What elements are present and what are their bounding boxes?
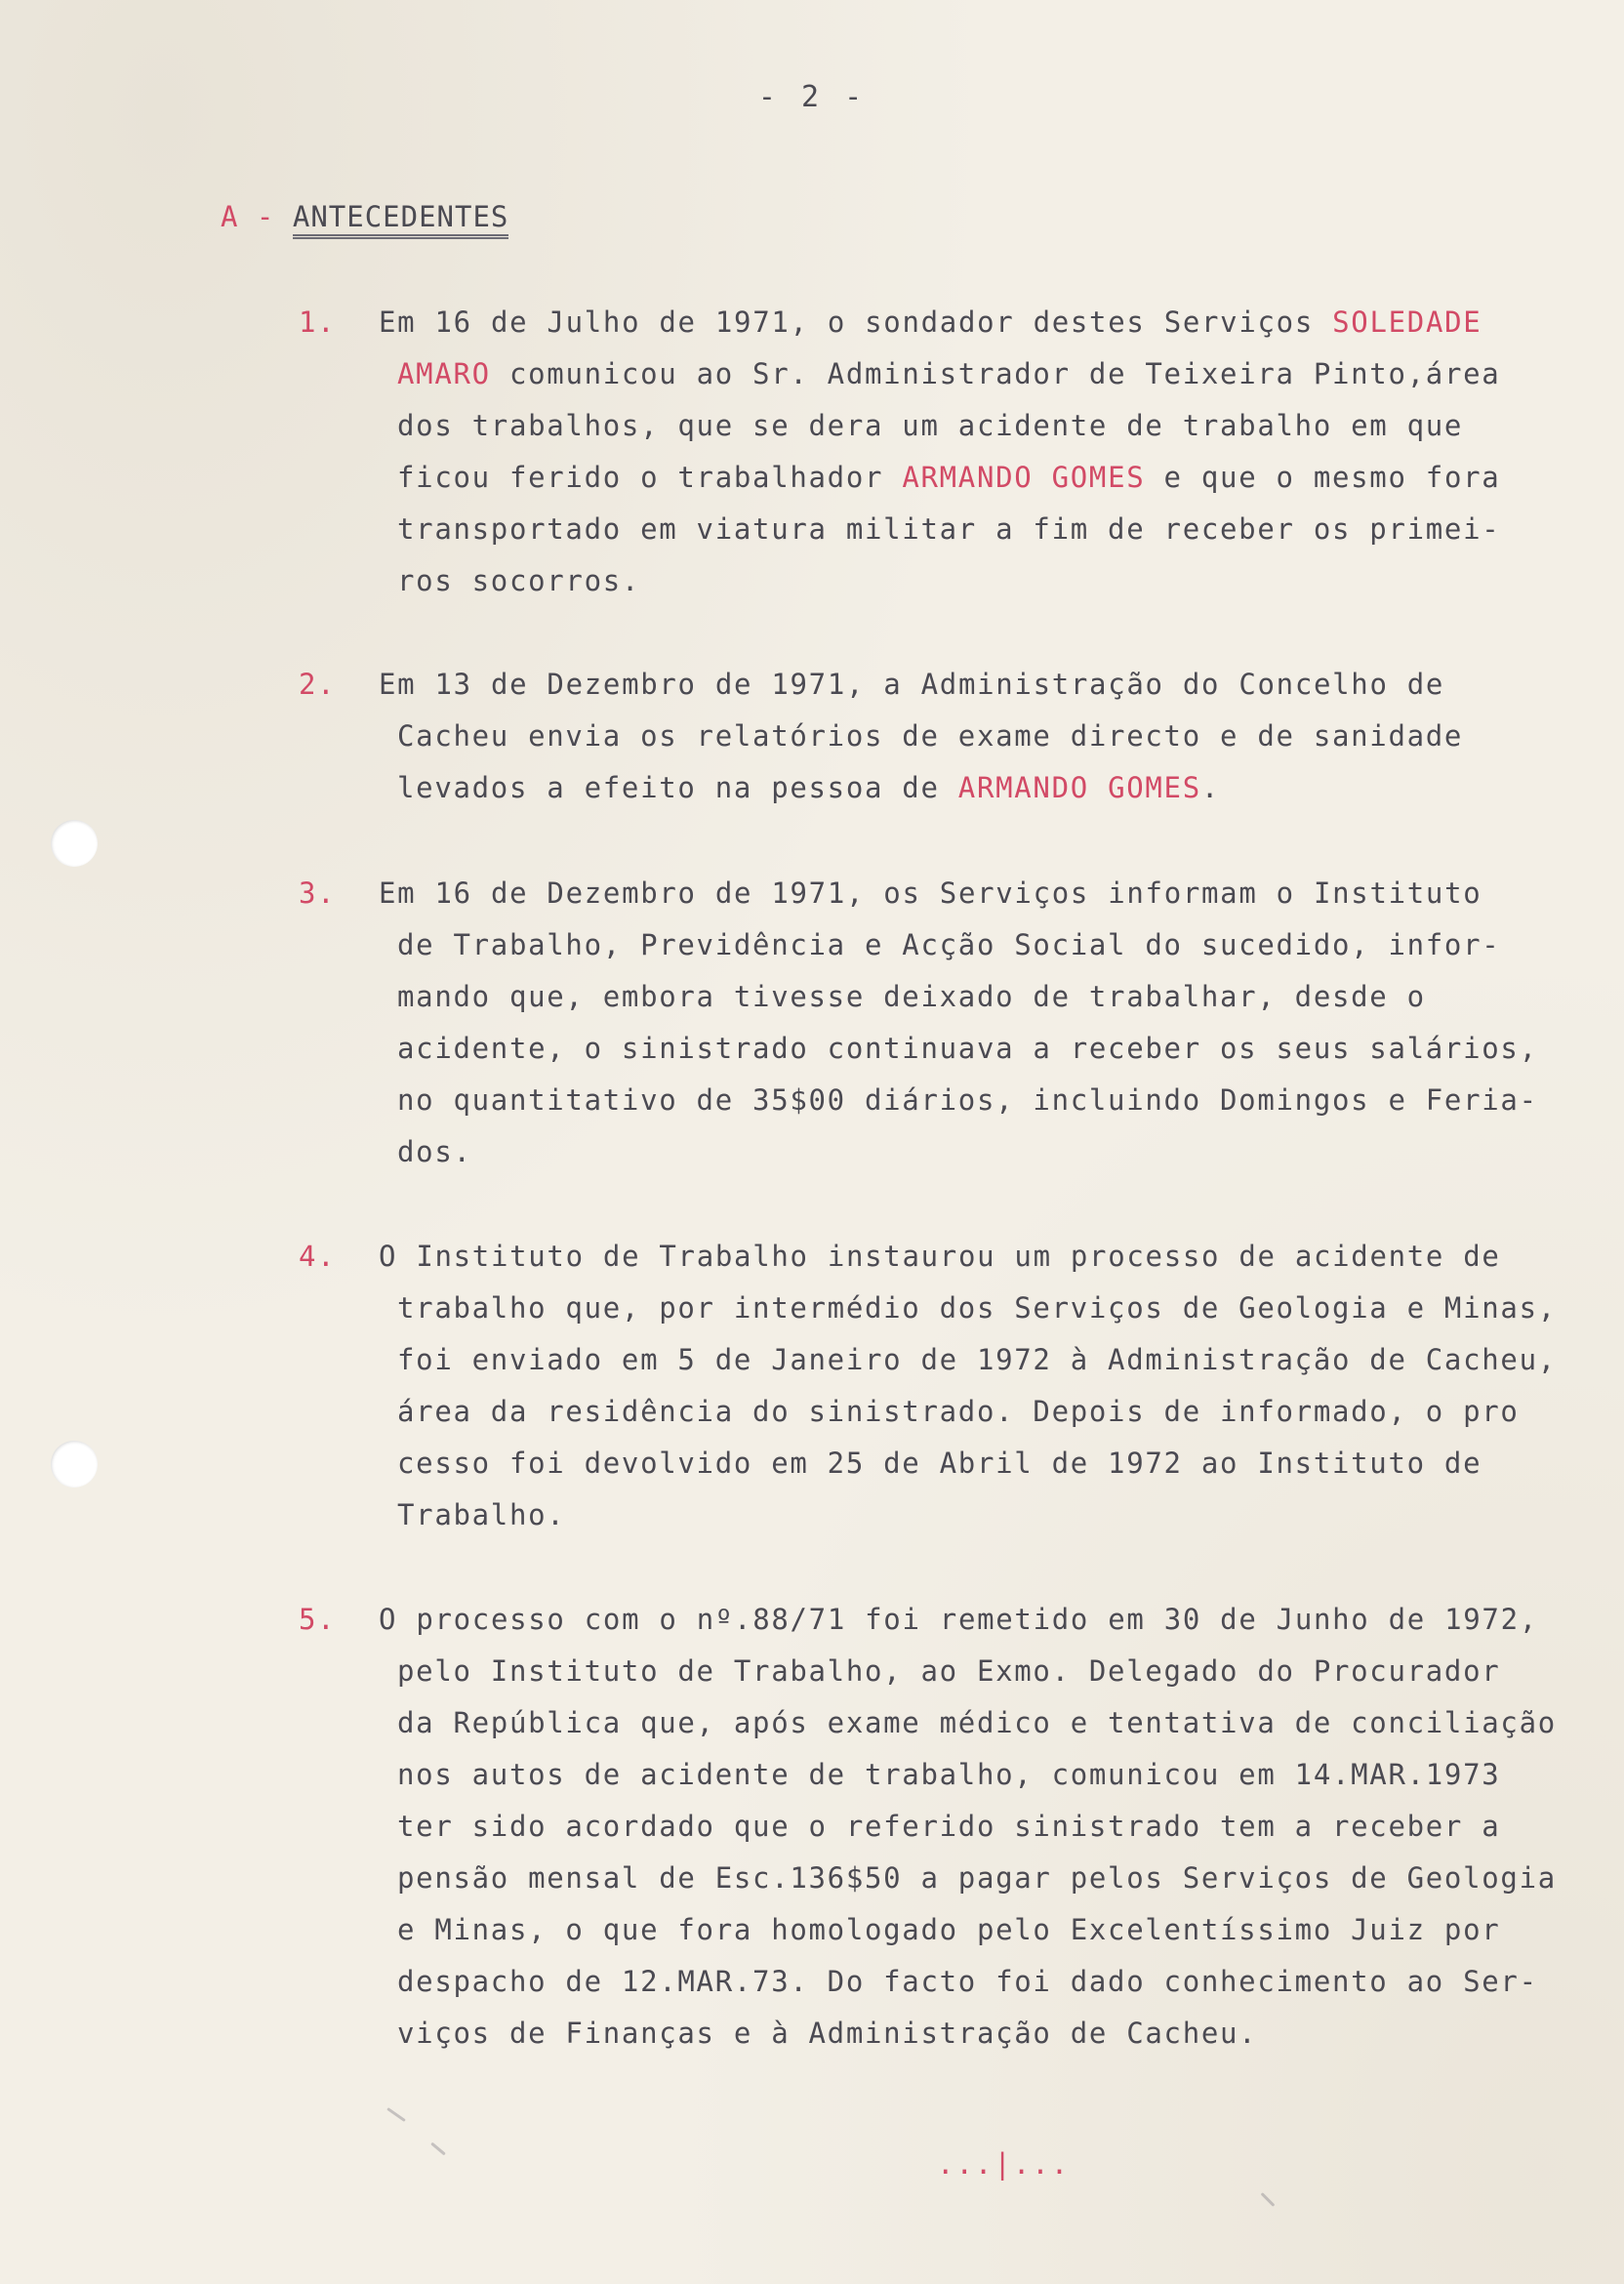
paragraph-line xyxy=(299,1853,1587,1904)
paragraph-line xyxy=(299,400,1587,452)
paragraph-line xyxy=(299,971,1587,1023)
paragraph-line xyxy=(299,452,1587,504)
paragraph-item xyxy=(299,1231,1587,1541)
paragraph-item xyxy=(299,868,1587,1178)
text-run: pelo Instituto de Trabalho, ao Exmo. Delegado do Procurador xyxy=(397,1654,1501,1688)
paragraph-number: 2. xyxy=(299,668,337,701)
paragraph-line xyxy=(299,1283,1587,1334)
paragraph-line xyxy=(299,1334,1587,1386)
paragraph-line xyxy=(299,555,1587,607)
paper-mark xyxy=(1261,2192,1276,2207)
text-run: e Minas, o que fora homologado pelo Excelentíssimo Juiz por xyxy=(397,1913,1501,1946)
paragraph-line xyxy=(299,1231,1587,1283)
section-heading xyxy=(221,200,508,239)
text-run: no quantitativo de 35$00 diários, incluindo Domingos e Feria- xyxy=(397,1083,1538,1117)
text-run: área da residência do sinistrado. Depois de informado, o pro xyxy=(397,1395,1520,1428)
paragraph-line xyxy=(299,1023,1587,1075)
paragraph-number: 1. xyxy=(299,306,337,339)
text-run: ter sido acordado que o referido sinistrado tem a receber a xyxy=(397,1810,1501,1843)
paragraph-line xyxy=(299,1956,1587,2008)
text-run: dos trabalhos, que se dera um acidente de trabalho em que xyxy=(397,409,1464,442)
text-run: viços de Finanças e à Administração de Cacheu. xyxy=(397,2017,1258,2050)
text-run: . xyxy=(1200,771,1221,804)
text-run: mando que, embora tivesse deixado de trabalhar, desde o xyxy=(397,980,1426,1013)
paragraph-line xyxy=(299,1904,1587,1956)
paragraph-line xyxy=(299,1386,1587,1438)
text-run: Em 16 de Dezembro de 1971, os Serviços informam o Instituto xyxy=(379,877,1482,910)
text-run: ficou ferido o trabalhador xyxy=(397,461,903,494)
paper-mark xyxy=(386,2107,406,2122)
page-number: - 2 - xyxy=(757,80,867,114)
paragraph-item xyxy=(299,297,1587,607)
punch-hole-bottom xyxy=(51,1441,98,1488)
text-run: O processo com o nº.88/71 foi remetido em 30 de Junho de 1972, xyxy=(379,1603,1538,1636)
text-run: acidente, o sinistrado continuava a receber os seus salários, xyxy=(397,1032,1538,1065)
text-run: despacho de 12.MAR.73. Do facto foi dado conhecimento ao Ser- xyxy=(397,1965,1538,1998)
highlighted-name: ARMANDO GOMES xyxy=(902,461,1146,494)
text-run: transportado em viatura militar a fim de receber os primei- xyxy=(397,512,1501,546)
paragraph-line xyxy=(299,659,1587,711)
paragraph-line xyxy=(299,868,1587,919)
paragraph-line xyxy=(299,762,1587,814)
text-run: nos autos de acidente de trabalho, comunicou em 14.MAR.1973 xyxy=(397,1758,1501,1791)
paragraph-line xyxy=(299,1697,1587,1749)
paper-mark xyxy=(430,2142,446,2156)
text-run: Em 16 de Julho de 1971, o sondador destes Serviços xyxy=(379,306,1333,339)
text-run: pensão mensal de Esc.136$50 a pagar pelos Serviços de Geologia xyxy=(397,1861,1557,1895)
paragraph-line xyxy=(299,1489,1587,1541)
paragraph-line xyxy=(299,1749,1587,1801)
text-run: trabalho que, por intermédio dos Serviços de Geologia e Minas, xyxy=(397,1291,1557,1325)
text-run: Cacheu envia os relatórios de exame directo e de sanidade xyxy=(397,719,1464,753)
punch-hole-top xyxy=(51,820,98,867)
paragraph-line xyxy=(299,1594,1587,1646)
text-run: levados a efeito na pessoa de xyxy=(397,771,958,804)
text-run: O Instituto de Trabalho instaurou um processo de acidente de xyxy=(379,1240,1501,1273)
paragraph-line xyxy=(299,297,1587,348)
paragraph-line xyxy=(299,1438,1587,1489)
continuation-mark: ...|... xyxy=(937,2147,1071,2181)
paragraph-line xyxy=(299,504,1587,555)
text-run: ros socorros. xyxy=(397,564,641,597)
text-run: Em 13 de Dezembro de 1971, a Administração do Concelho de xyxy=(379,668,1445,701)
paragraph-line xyxy=(299,711,1587,762)
text-run: cesso foi devolvido em 25 de Abril de 1972 ao Instituto de xyxy=(397,1447,1482,1480)
section-title: ANTECEDENTES xyxy=(293,200,509,239)
text-run: comunicou ao Sr. Administrador de Teixeira Pinto,área xyxy=(490,357,1501,390)
text-run: dos. xyxy=(397,1135,472,1168)
paragraph-line xyxy=(299,2008,1587,2060)
paragraph-line xyxy=(299,1801,1587,1853)
text-run: e que o mesmo fora xyxy=(1145,461,1501,494)
paragraph-line xyxy=(299,919,1587,971)
text-run: de Trabalho, Previdência e Acção Social do sucedido, infor- xyxy=(397,928,1501,961)
text-run: da República que, após exame médico e tentativa de conciliação xyxy=(397,1706,1557,1739)
paragraph-item xyxy=(299,659,1587,814)
paragraph-number: 4. xyxy=(299,1240,337,1273)
paragraph-line xyxy=(299,1126,1587,1178)
section-letter: A - xyxy=(221,200,275,233)
highlighted-name: ARMANDO GOMES xyxy=(957,771,1201,804)
paragraph-number: 5. xyxy=(299,1603,337,1636)
paragraph-line xyxy=(299,348,1587,400)
text-run: foi enviado em 5 de Janeiro de 1972 à Administração de Cacheu, xyxy=(397,1343,1557,1376)
paragraph-line xyxy=(299,1075,1587,1126)
paragraph-line xyxy=(299,1646,1587,1697)
paragraph-item xyxy=(299,1594,1587,2060)
text-run: Trabalho. xyxy=(397,1498,566,1531)
paragraph-number: 3. xyxy=(299,877,337,910)
highlighted-name: SOLEDADE xyxy=(1332,306,1482,339)
highlighted-name: AMARO xyxy=(397,357,491,390)
